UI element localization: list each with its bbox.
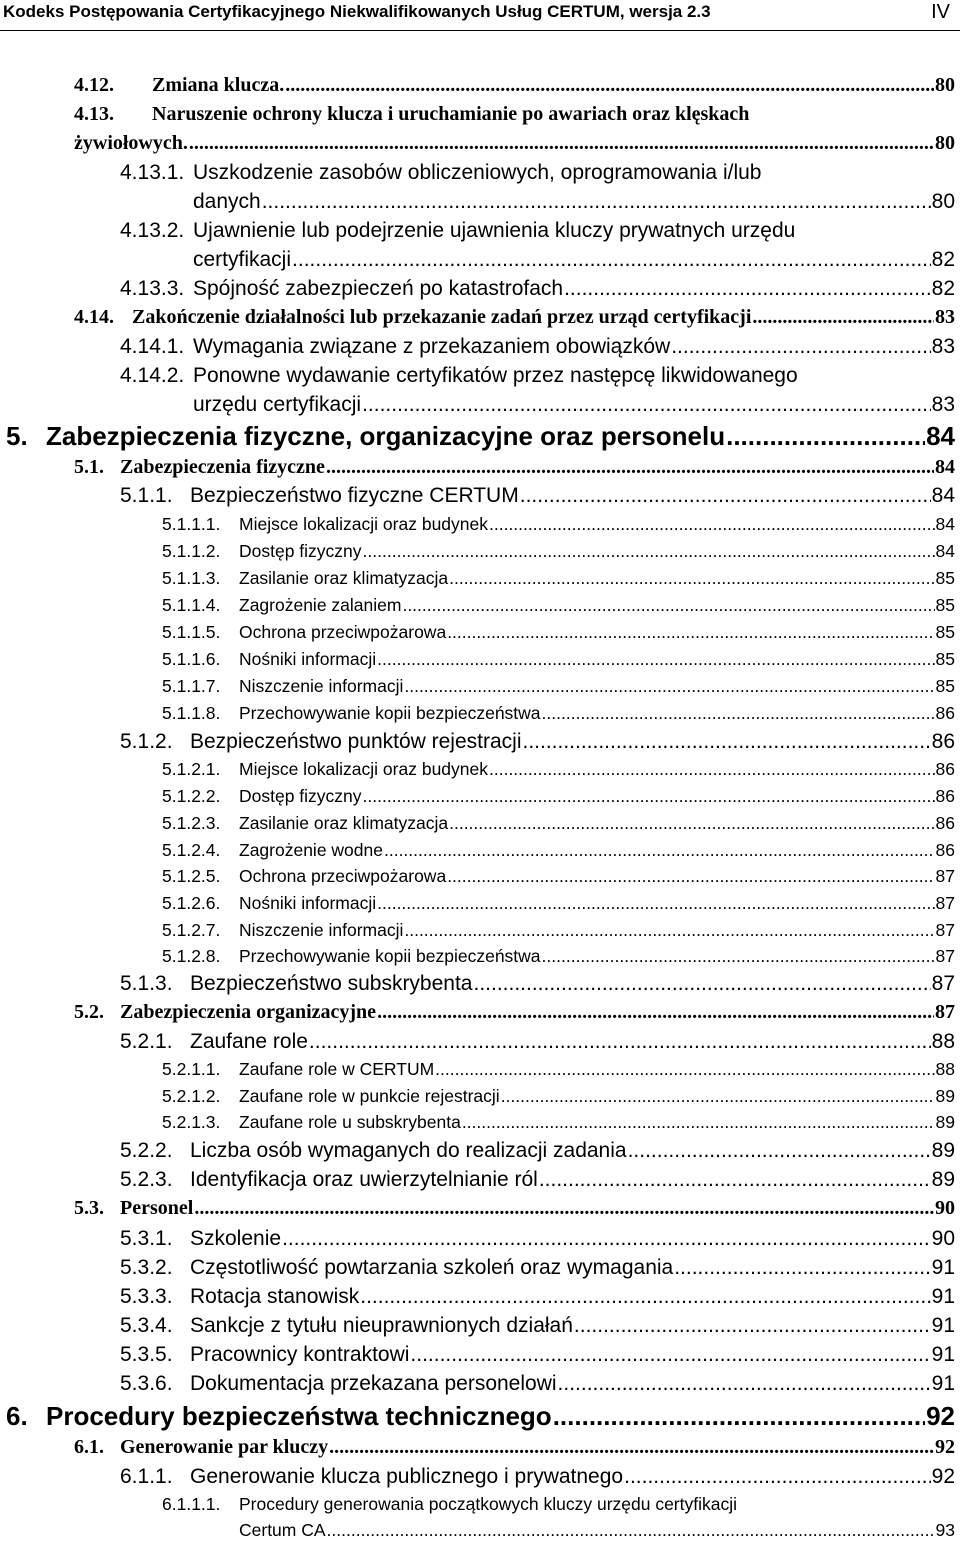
- toc-page-number: 80: [935, 132, 955, 154]
- toc-page-number: 85: [935, 568, 955, 588]
- toc-page-number: 87: [935, 866, 955, 886]
- dot-leader: [377, 1001, 934, 1024]
- toc-entry-title: Zaufane role u subskrybenta: [239, 1112, 461, 1132]
- toc-page-number: 86: [935, 813, 955, 833]
- toc-entry-number: 5.1.1.2.: [162, 541, 221, 561]
- toc-entry-line[interactable]: [120, 364, 798, 388]
- toc-entry-title: Nośniki informacji: [239, 649, 377, 669]
- toc-entry-number: 5.1.1.6.: [162, 649, 221, 669]
- toc-entry[interactable]: [120, 1343, 955, 1367]
- toc-entry[interactable]: [6, 421, 955, 452]
- toc-page-number: 86: [935, 786, 955, 806]
- toc-page-number: 92: [926, 1401, 955, 1431]
- toc-entry-number: 4.12.: [74, 74, 114, 96]
- toc-page-number: 82: [931, 248, 955, 271]
- page-number: IV: [931, 1, 950, 23]
- toc-entry[interactable]: [193, 248, 955, 272]
- toc-page-number: 93: [935, 1520, 955, 1540]
- dot-leader: [327, 1520, 935, 1541]
- toc-entry-title: Ujawnienie lub podejrzenie ujawnienia kluczy prywatnych urzędu: [193, 219, 796, 242]
- dot-leader: [489, 514, 935, 535]
- toc-entry[interactable]: [6, 1401, 955, 1432]
- toc-entry-title: Bezpieczeństwo fizyczne CERTUM: [190, 484, 519, 507]
- toc-entry-title: Niszczenie informacji: [239, 920, 404, 940]
- toc-entry-number: 5.1.2.: [120, 730, 173, 753]
- toc-page-number: 80: [935, 74, 955, 96]
- dot-leader: [624, 1465, 931, 1489]
- toc-entry[interactable]: [120, 1372, 955, 1396]
- dot-leader: [285, 74, 934, 97]
- toc-entry-title: Zaufane role w punkcie rejestracji: [239, 1086, 500, 1106]
- toc-entry-number: 5.1.1.8.: [162, 703, 221, 723]
- toc-entry[interactable]: [162, 920, 955, 941]
- toc-entry-number: 5.3.: [74, 1197, 104, 1219]
- toc-page-number: 87: [935, 920, 955, 940]
- toc-entry-number: 5.1.1.3.: [162, 568, 221, 588]
- toc-entry-title-continued: certyfikacji: [193, 248, 292, 271]
- toc-entry[interactable]: [120, 335, 955, 359]
- dot-leader: [404, 676, 934, 697]
- dot-leader: [539, 1168, 931, 1192]
- toc-entry[interactable]: [74, 132, 955, 155]
- toc-entry-title: Ochrona przeciwpożarowa: [239, 866, 447, 886]
- toc-entry[interactable]: [162, 703, 955, 724]
- dot-leader: [449, 568, 934, 589]
- toc-entry-title: Nośniki informacji: [239, 893, 377, 913]
- toc-entry-title: Pracownicy kontraktowi: [190, 1343, 410, 1366]
- toc-entry-title: Zagrożenie zalaniem: [239, 595, 402, 615]
- toc-entry-number: 4.13.2.: [120, 219, 185, 242]
- dot-leader: [520, 484, 931, 508]
- toc-page-number: 89: [935, 1112, 955, 1132]
- toc-entry[interactable]: [74, 306, 955, 329]
- toc-entry-title: Zagrożenie wodne: [239, 840, 383, 860]
- toc-entry[interactable]: [162, 595, 955, 616]
- toc-entry-title: Sankcje z tytułu nieuprawnionych działań: [190, 1314, 573, 1337]
- dot-leader: [326, 456, 934, 479]
- toc-entry[interactable]: [162, 759, 955, 780]
- toc-entry[interactable]: [162, 622, 955, 643]
- toc-entry-number: 5.1.3.: [120, 972, 173, 995]
- toc-entry-number: 4.14.1.: [120, 335, 185, 358]
- toc-entry[interactable]: [120, 730, 955, 754]
- dot-leader: [674, 1256, 930, 1280]
- dot-leader: [384, 840, 935, 861]
- toc-page-number: 87: [935, 893, 955, 913]
- toc-entry[interactable]: [74, 1001, 955, 1024]
- toc-entry-line[interactable]: [120, 219, 795, 243]
- toc-entry-title-continued: danych: [193, 190, 261, 213]
- toc-page-number: 86: [931, 730, 955, 753]
- toc-entry-title: Zasilanie oraz klimatyzacja: [239, 568, 449, 588]
- toc-page-number: 91: [931, 1256, 955, 1279]
- toc-entry-title: Procedury generowania początkowych kluczy urzędu certyfikacji: [239, 1494, 738, 1514]
- toc-entry-number: 4.13.3.: [120, 277, 185, 300]
- toc-entry-title: Zmiana klucza.: [152, 74, 285, 96]
- toc-page-number: 84: [926, 421, 955, 451]
- toc-entry-title: Bezpieczeństwo subskrybenta: [190, 972, 473, 995]
- toc-entry[interactable]: [74, 456, 955, 479]
- dot-leader: [262, 190, 931, 214]
- dot-leader: [523, 730, 931, 754]
- toc-page-number: 84: [931, 484, 955, 507]
- toc-entry-title: Zabezpieczenia fizyczne, organizacyjne oraz personelu: [46, 421, 726, 451]
- toc-page-number: 83: [931, 335, 955, 358]
- toc-entry-number: 5.2.: [74, 1001, 104, 1023]
- toc-entry-number: 5.2.1.1.: [162, 1059, 221, 1079]
- toc-entry-number: 5.2.1.3.: [162, 1112, 221, 1132]
- toc-page-number: 90: [935, 1197, 955, 1219]
- toc-entry-title: Niszczenie informacji: [239, 676, 404, 696]
- dot-leader: [462, 1112, 935, 1133]
- toc-entry-title: Miejsce lokalizacji oraz budynek: [239, 759, 488, 779]
- toc-entry-number: 5.3.4.: [120, 1314, 173, 1337]
- toc-entry[interactable]: [74, 1436, 955, 1459]
- toc-entry-number: 4.14.2.: [120, 364, 185, 387]
- dot-leader: [542, 946, 935, 967]
- toc-entry-title: Częstotliwość powtarzania szkoleń oraz wymagania: [190, 1256, 674, 1279]
- toc-entry[interactable]: [162, 813, 955, 834]
- toc-entry-title: Uszkodzenie zasobów obliczeniowych, oprogramowania i/lub: [193, 161, 762, 184]
- toc-entry-number: 4.14.: [74, 306, 114, 328]
- toc-page-number: 84: [935, 456, 955, 478]
- toc-entry-title: Procedury bezpieczeństwa technicznego: [46, 1401, 552, 1431]
- toc-entry[interactable]: [162, 866, 955, 887]
- toc-entry-number: 5.1.1.1.: [162, 514, 221, 534]
- dot-leader: [574, 1314, 931, 1338]
- toc-entry[interactable]: [120, 484, 955, 508]
- dot-leader: [377, 649, 934, 670]
- toc-entry[interactable]: [120, 1314, 955, 1338]
- toc-page-number: 87: [935, 1001, 955, 1023]
- toc-page-number: 85: [935, 649, 955, 669]
- toc-entry-title-continued: Certum CA: [239, 1520, 326, 1540]
- toc-page-number: 84: [935, 541, 955, 561]
- toc-entry-title: Zasilanie oraz klimatyzacja: [239, 813, 449, 833]
- toc-entry-title: Generowanie klucza publicznego i prywatnego: [190, 1465, 624, 1488]
- dot-leader: [435, 1059, 934, 1080]
- toc-entry-number: 5.1.1.7.: [162, 676, 221, 696]
- toc-entry-number: 5.2.1.2.: [162, 1086, 221, 1106]
- dot-leader: [189, 132, 934, 155]
- toc-entry-title: Zabezpieczenia organizacyjne: [120, 1001, 377, 1023]
- dot-leader: [447, 866, 934, 887]
- toc-entry-number: 4.13.: [74, 103, 114, 125]
- toc-entry-title: Liczba osób wymaganych do realizacji zadania: [190, 1139, 627, 1162]
- toc-entry[interactable]: [120, 1139, 955, 1163]
- dot-leader: [553, 1401, 925, 1432]
- toc-page-number: 90: [931, 1227, 955, 1250]
- toc-entry-title-continued: urzędu certyfikacji: [193, 393, 362, 416]
- toc-entry-title: Spójność zabezpieczeń po katastrofach: [193, 277, 564, 300]
- toc-entry-line[interactable]: [162, 1494, 737, 1515]
- toc-entry[interactable]: [162, 649, 955, 670]
- dot-leader: [558, 1372, 931, 1396]
- dot-leader: [309, 1030, 931, 1054]
- toc-entry[interactable]: [74, 1197, 955, 1220]
- toc-entry-title: Generowanie par kluczy: [120, 1436, 329, 1458]
- toc-entry-title: Ponowne wydawanie certyfikatów przez następcę likwidowanego: [193, 364, 798, 387]
- dot-leader: [726, 421, 925, 452]
- toc-entry[interactable]: [162, 1086, 955, 1107]
- toc-entry-number: 6.: [6, 1401, 28, 1431]
- toc-entry-number: 5.: [6, 421, 28, 451]
- dot-leader: [752, 306, 934, 329]
- toc-entry-title: Dokumentacja przekazana personelowi: [190, 1372, 557, 1395]
- toc-entry[interactable]: [120, 972, 955, 996]
- toc-entry-title: Zabezpieczenia fizyczne: [120, 456, 325, 478]
- dot-leader: [564, 277, 931, 301]
- toc-entry-title: Przechowywanie kopii bezpieczeństwa: [239, 946, 541, 966]
- toc-entry-title: Miejsce lokalizacji oraz budynek: [239, 514, 488, 534]
- toc-page-number: 89: [931, 1168, 955, 1191]
- toc-entry[interactable]: [120, 1465, 955, 1489]
- toc-entry-title: Naruszenie ochrony klucza i uruchamianie po awariach oraz klęskach: [152, 103, 750, 125]
- dot-leader: [404, 920, 934, 941]
- toc-page-number: 87: [935, 946, 955, 966]
- dot-leader: [363, 786, 935, 807]
- toc-page-number: 85: [935, 595, 955, 615]
- toc-page-number: 83: [935, 306, 955, 328]
- toc-entry-title: Ochrona przeciwpożarowa: [239, 622, 447, 642]
- toc-entry[interactable]: [120, 1030, 955, 1054]
- toc-entry[interactable]: [162, 568, 955, 589]
- toc-entry[interactable]: [120, 277, 955, 301]
- toc-entry-title: Zaufane role: [190, 1030, 308, 1053]
- toc-page-number: 85: [935, 622, 955, 642]
- toc-page-number: 92: [935, 1436, 955, 1458]
- toc-entry[interactable]: [162, 514, 955, 535]
- toc-entry-number: 5.1.2.1.: [162, 759, 221, 779]
- dot-leader: [542, 703, 935, 724]
- dot-leader: [377, 893, 934, 914]
- toc-entry[interactable]: [162, 946, 955, 967]
- toc-entry-number: 5.1.2.2.: [162, 786, 221, 806]
- toc-page-number: 88: [935, 1059, 955, 1079]
- dot-leader: [292, 248, 931, 272]
- toc-page-number: 87: [931, 972, 955, 995]
- toc-entry[interactable]: [120, 1285, 955, 1309]
- toc-page-number: 86: [935, 840, 955, 860]
- toc-entry[interactable]: [162, 541, 955, 562]
- toc-entry[interactable]: [162, 1112, 955, 1133]
- dot-leader: [447, 622, 934, 643]
- toc-entry-number: 5.3.1.: [120, 1227, 173, 1250]
- toc-entry[interactable]: [120, 1227, 955, 1251]
- toc-entry-number: 4.13.1.: [120, 161, 185, 184]
- dot-leader: [628, 1139, 931, 1163]
- toc-entry[interactable]: [239, 1520, 955, 1541]
- toc-entry-number: 5.2.1.: [120, 1030, 173, 1053]
- toc-entry-number: 5.1.2.8.: [162, 946, 221, 966]
- toc-entry-line[interactable]: [120, 161, 761, 185]
- toc-entry[interactable]: [162, 786, 955, 807]
- toc-entry-line[interactable]: [74, 103, 749, 126]
- toc-page-number: 89: [935, 1086, 955, 1106]
- dot-leader: [363, 541, 935, 562]
- dot-leader: [671, 335, 930, 359]
- toc-entry-title: Dostęp fizyczny: [239, 786, 362, 806]
- toc-entry-number: 6.1.1.1.: [162, 1494, 221, 1514]
- toc-entry-number: 6.1.: [74, 1436, 104, 1458]
- toc-entry-number: 5.3.3.: [120, 1285, 173, 1308]
- dot-leader: [329, 1436, 934, 1459]
- toc-page-number: 91: [931, 1343, 955, 1366]
- dot-leader: [474, 972, 931, 996]
- dot-leader: [282, 1227, 931, 1251]
- toc-entry-number: 5.3.2.: [120, 1256, 173, 1279]
- toc-entry-number: 5.3.6.: [120, 1372, 173, 1395]
- toc-entry-number: 5.1.2.5.: [162, 866, 221, 886]
- toc-entry-number: 5.1.2.7.: [162, 920, 221, 940]
- toc-entry-number: 5.1.2.4.: [162, 840, 221, 860]
- toc-entry-number: 5.3.5.: [120, 1343, 173, 1366]
- toc-entry-title: Przechowywanie kopii bezpieczeństwa: [239, 703, 541, 723]
- toc-entry[interactable]: [162, 893, 955, 914]
- toc-entry[interactable]: [193, 190, 955, 214]
- toc-page-number: 91: [931, 1285, 955, 1308]
- toc-page-number: 82: [931, 277, 955, 300]
- toc-entry-number: 5.1.1.: [120, 484, 173, 507]
- dot-leader: [410, 1343, 930, 1367]
- toc-entry-title-continued: żywiołowych.: [74, 132, 188, 154]
- toc-entry[interactable]: [162, 1059, 955, 1080]
- toc-entry-title: Zaufane role w CERTUM: [239, 1059, 435, 1079]
- toc-page-number: 85: [935, 676, 955, 696]
- dot-leader: [489, 759, 935, 780]
- toc-entry-number: 5.1.2.3.: [162, 813, 221, 833]
- toc-entry-title: Szkolenie: [190, 1227, 282, 1250]
- toc-page-number: 91: [931, 1314, 955, 1337]
- toc-page-number: 86: [935, 759, 955, 779]
- toc-entry[interactable]: [120, 1168, 955, 1192]
- toc-entry[interactable]: [120, 1256, 955, 1280]
- toc-entry-number: 5.1.1.4.: [162, 595, 221, 615]
- toc-entry-title: Zakończenie działalności lub przekazanie zadań przez urząd certyfikacji: [132, 306, 752, 328]
- toc-entry-number: 5.1.2.6.: [162, 893, 221, 913]
- toc-entry-number: 5.2.2.: [120, 1139, 173, 1162]
- toc-page-number: 88: [931, 1030, 955, 1053]
- toc-page-number: 91: [931, 1372, 955, 1395]
- dot-leader: [194, 1197, 934, 1220]
- toc-entry-number: 6.1.1.: [120, 1465, 173, 1488]
- toc-entry-number: 5.1.: [74, 456, 104, 478]
- toc-entry[interactable]: [162, 840, 955, 861]
- toc-entry-title: Dostęp fizyczny: [239, 541, 362, 561]
- toc-entry-title: Bezpieczeństwo punktów rejestracji: [190, 730, 522, 753]
- toc-page-number: 86: [935, 703, 955, 723]
- dot-leader: [360, 1285, 930, 1309]
- dot-leader: [362, 393, 931, 417]
- dot-leader: [449, 813, 934, 834]
- toc-entry-number: 5.1.1.5.: [162, 622, 221, 642]
- toc-page-number: 80: [931, 190, 955, 213]
- toc-page-number: 84: [935, 514, 955, 534]
- document-title: Kodeks Postępowania Certyfikacyjnego Niekwalifikowanych Usług CERTUM, wersja 2.3: [3, 2, 711, 21]
- toc-entry-title: Rotacja stanowisk: [190, 1285, 360, 1308]
- dot-leader: [501, 1086, 935, 1107]
- toc-page-number: 92: [931, 1465, 955, 1488]
- toc-page-number: 83: [931, 393, 955, 416]
- dot-leader: [402, 595, 934, 616]
- toc-entry-number: 5.2.3.: [120, 1168, 173, 1191]
- toc-entry[interactable]: [162, 676, 955, 697]
- toc-entry-title: Wymagania związane z przekazaniem obowiązków: [193, 335, 671, 358]
- toc-entry[interactable]: [74, 74, 955, 97]
- toc-page-number: 89: [931, 1139, 955, 1162]
- toc-entry-title: Personel: [120, 1197, 194, 1219]
- toc-entry[interactable]: [193, 393, 955, 417]
- toc-entry-title: Identyfikacja oraz uwierzytelnianie ról: [190, 1168, 538, 1191]
